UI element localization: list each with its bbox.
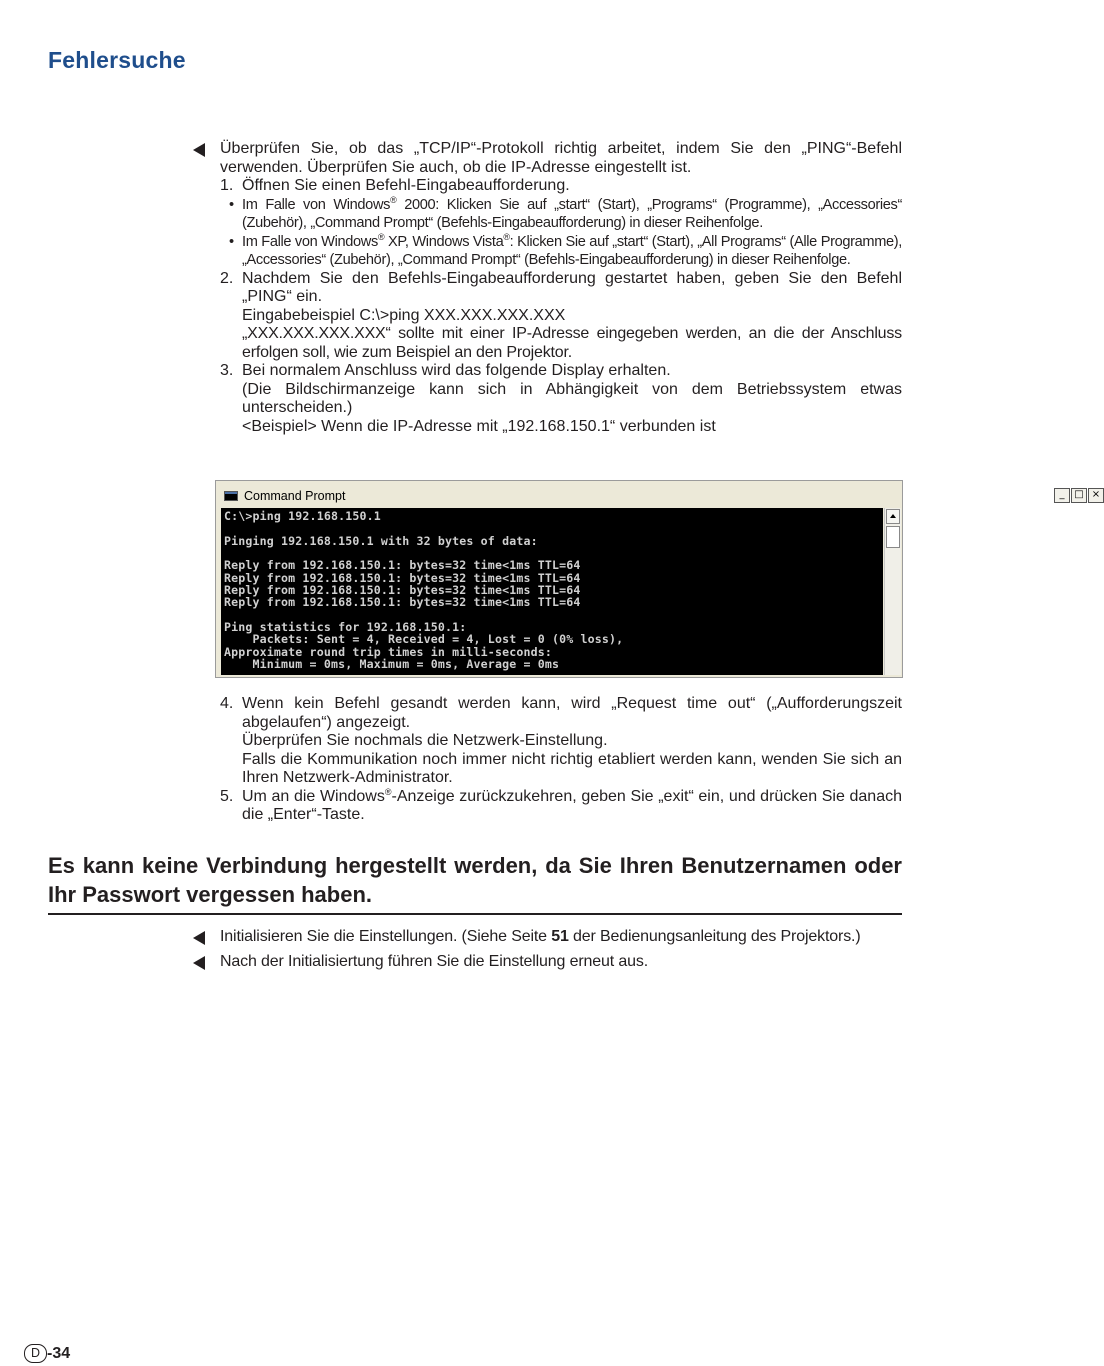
step-note: (Die Bildschirmanzeige kann sich in Abhängigkeit von dem Betriebssystem etwas unterscheiden.) xyxy=(242,380,902,416)
tcp-check-section-continued xyxy=(220,695,902,825)
section-heading: Es kann keine Verbindung hergestellt werden, da Sie Ihren Benutzernamen oder Ihr Passwort vergessen haben. xyxy=(48,851,902,915)
window-titlebar xyxy=(220,485,1101,507)
step-number: 4. xyxy=(220,695,234,712)
step-1 xyxy=(220,177,902,196)
step-text-part: Um an die Windows xyxy=(242,787,385,805)
console-line: Reply from 192.168.150.1: bytes=32 time<1ms TTL=64 xyxy=(224,583,581,598)
language-badge: D xyxy=(24,1344,47,1363)
step-number: 1. xyxy=(220,177,234,194)
step-text: Wenn kein Befehl gesandt werden kann, wird „Request time out“ („Aufforderungszeit abgelaufen“) angezeigt. xyxy=(242,695,902,731)
bullet-text-part: Im Falle von Windows xyxy=(242,196,391,213)
step-text: Nachdem Sie den Befehls-Eingabeaufforderung gestartet haben, geben Sie den Befehl „PING“ ein. xyxy=(242,269,902,305)
triangle-left-icon xyxy=(193,956,205,970)
registered-mark: ® xyxy=(503,231,510,242)
step-text-part: -Anzeige zurückzukehren, geben Sie „exit“ ein, und drücken Sie danach die „Enter“-Taste. xyxy=(242,787,902,823)
console-output xyxy=(221,508,883,675)
step-2 xyxy=(220,270,902,363)
forgot-item-text xyxy=(220,928,902,947)
step-example: <Beispiel> Wenn die IP-Adresse mit „192.168.150.1“ verbunden ist xyxy=(242,417,716,435)
step-number: 5. xyxy=(220,787,234,805)
step-5 xyxy=(220,788,902,825)
scroll-thumb[interactable] xyxy=(886,526,900,548)
step-line: Überprüfen Sie nochmals die Netzwerk-Einstellung. xyxy=(242,732,608,749)
command-prompt-window xyxy=(215,480,1101,678)
bullet-text-part: XP, Windows Vista xyxy=(384,233,504,250)
triangle-left-icon xyxy=(193,931,205,945)
bullet-text xyxy=(242,196,902,233)
minimize-button[interactable]: _ xyxy=(1054,488,1070,503)
vertical-scrollbar[interactable] xyxy=(884,508,901,675)
step-3 xyxy=(220,362,902,436)
window-title: Command Prompt xyxy=(244,489,346,503)
step-line: Falls die Kommunikation noch immer nicht richtig etabliert werden kann, wenden Sie sich an Ihren Netzwerk-Administrator. xyxy=(242,750,902,786)
bullet-text-part: Im Falle von Windows xyxy=(242,233,378,250)
bullet-text xyxy=(242,233,902,270)
step-number: 2. xyxy=(220,269,234,287)
tcp-check-intro: Überprüfen Sie, ob das „TCP/IP“-Protokoll richtig arbeitet, indem Sie den „PING“-Befehl verwenden. Überprüfen Sie auch, ob die IP-Adresse eingestellt ist. xyxy=(220,140,902,176)
forgot-item-text-part: Initialisieren Sie die Einstellungen. (Siehe Seite xyxy=(220,928,552,945)
registered-mark: ® xyxy=(384,786,392,797)
console-line: Ping statistics for 192.168.150.1: xyxy=(224,620,467,635)
console-text xyxy=(221,508,883,670)
bullet-text-part: 2000: Klicken Sie auf „start“ (Start), „Programs“ (Programme), „Accessories“ (Zubehör), „Command Prompt“ (Befehls-Eingabeaufforderung) in dieser Reihenfolge. xyxy=(242,196,902,231)
step-example: Eingabebeispiel C:\>ping XXX.XXX.XXX.XXX xyxy=(242,306,566,324)
step-note: „XXX.XXX.XXX.XXX“ sollte mit einer IP-Adresse eingegeben werden, an die der Anschluss erfolgen soll, wie zum Beispiel an den Projektor. xyxy=(242,325,902,361)
page-number-value: -34 xyxy=(47,1345,71,1362)
step-4 xyxy=(220,695,902,788)
triangle-left-icon xyxy=(193,143,205,157)
step-text: Öffnen Sie einen Befehl-Eingabeaufforderung. xyxy=(242,177,570,194)
console-line: Packets: Sent = 4, Received = 4, Lost = 0 (0% loss), xyxy=(252,632,624,647)
registered-mark: ® xyxy=(390,194,397,205)
forgot-item-text-part: der Bedienungsanleitung des Projektors.) xyxy=(568,928,861,945)
console-line: Reply from 192.168.150.1: bytes=32 time<1ms TTL=64 xyxy=(224,558,581,573)
bullet-windows-xp-vista xyxy=(220,233,902,270)
bullet-dot: • xyxy=(229,233,234,250)
tcp-check-intro-item xyxy=(220,140,902,177)
page-number xyxy=(24,1344,70,1363)
scroll-up-icon[interactable] xyxy=(886,509,900,524)
console-line: Minimum = 0ms, Maximum = 0ms, Average = 0ms xyxy=(252,657,560,672)
step-text: Bei normalem Anschluss wird das folgende Display erhalten. xyxy=(242,362,671,379)
console-line: Approximate round trip times in milli-seconds: xyxy=(224,644,552,659)
bullet-dot: • xyxy=(229,196,234,213)
page-title: Fehlersuche xyxy=(48,47,186,73)
bullet-text-part: : Klicken Sie auf „start“ (Start), „All Programs“ (Alle Programme), „Accessories“ (Zubehör), „Command Prompt“ (Befehls-Eingabeaufforderung) in dieser Reihenfolge. xyxy=(242,233,902,268)
forgot-item-text: Nach der Initialisiertung führen Sie die Einstellung erneut aus. xyxy=(220,952,648,970)
console-line: Reply from 192.168.150.1: bytes=32 time<1ms TTL=64 xyxy=(224,595,581,610)
command-prompt-icon xyxy=(224,491,238,501)
maximize-button[interactable]: □ xyxy=(1071,488,1087,503)
registered-mark: ® xyxy=(377,231,385,242)
bullet-windows-2000 xyxy=(220,196,902,233)
forgot-credentials-section xyxy=(220,928,902,971)
console-line: C:\>ping 192.168.150.1 xyxy=(224,509,381,523)
console-line: Pinging 192.168.150.1 with 32 bytes of data: xyxy=(224,533,538,548)
step-number: 3. xyxy=(220,362,234,379)
console-line: Reply from 192.168.150.1: bytes=32 time<1ms TTL=64 xyxy=(224,570,581,585)
step-text xyxy=(242,788,902,825)
page-reference: 51 xyxy=(551,928,569,945)
close-button[interactable]: × xyxy=(1088,488,1104,503)
forgot-item-1 xyxy=(220,928,902,947)
tcp-check-section xyxy=(220,140,902,436)
forgot-item-2 xyxy=(220,953,902,972)
